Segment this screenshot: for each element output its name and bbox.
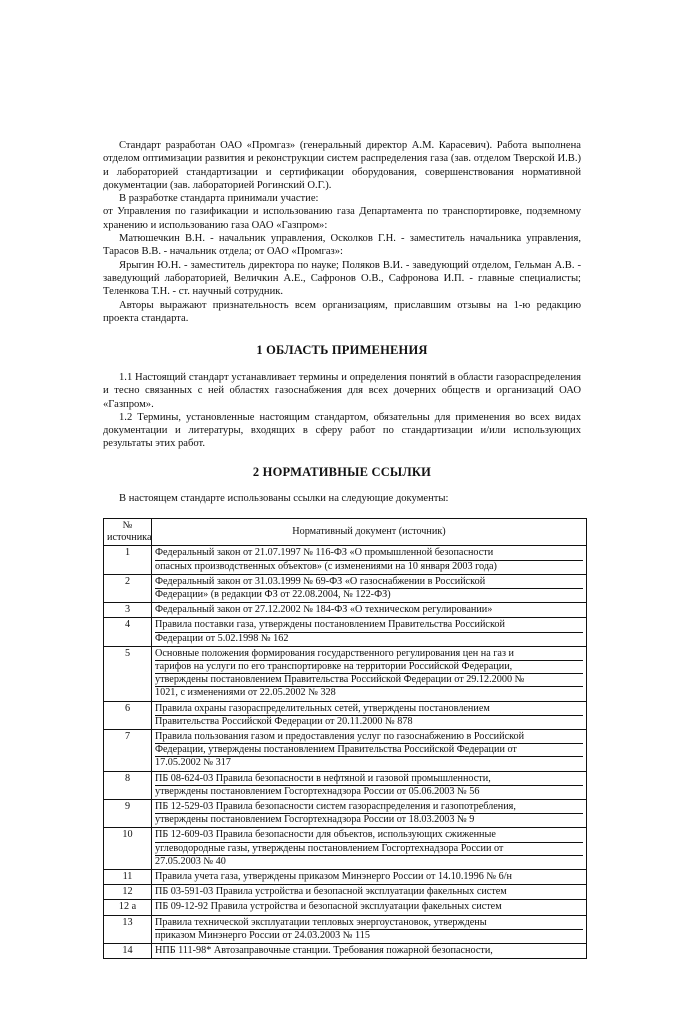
document-line: опасных производственных объектов» (с изменениями на 10 января 2003 года) <box>155 560 497 572</box>
table-row <box>104 603 587 618</box>
source-number-header-line: источника <box>107 532 152 544</box>
document-line: утверждены постановлением Правительства Российской Федерации от 29.12.2000 № <box>155 674 583 687</box>
references-table-body <box>104 546 587 959</box>
document-line: Правила пользования газом и предоставления услуг по газоснабжению в Российской <box>155 731 583 744</box>
section-1-title: 1 ОБЛАСТЬ ПРИМЕНЕНИЯ <box>256 343 428 357</box>
source-number-cell: 8 <box>104 771 152 799</box>
preamble-paragraph: Стандарт разработан ОАО «Промгаз» (генеральный директор А.М. Карасевич). Работа выполнена отделом оптимизации развития и реконструкции систем распределения газа (зав. отделом Тверской И.В.) и лабораторией стандартизации и сертификации оборудования, совершенствования нормативной документации (зав. лабораторией Рогинский О.Г.). <box>103 140 581 191</box>
document-line: утверждены постановлением Госгортехнадзора России от 05.06.2003 № 56 <box>155 785 480 797</box>
section-2-title: 2 НОРМАТИВНЫЕ ССЫЛКИ <box>252 465 432 479</box>
source-number-cell: 6 <box>104 701 152 729</box>
source-number-cell: 3 <box>104 603 152 618</box>
document-line: ПБ 12-529-03 Правила безопасности систем газораспределения и газопотребления, <box>155 801 583 814</box>
table-row <box>104 574 587 602</box>
source-number-cell: 1 <box>104 546 152 574</box>
document-line: ПБ 09-12-92 Правила устройства и безопасной эксплуатации факельных систем <box>155 901 502 913</box>
preamble-paragraph: Матюшечкин В.Н. - начальник управления, Осколков Г.Н. - заместитель начальника управления, Тарасов В.В. - начальник отдела; от ОАО «Промгаз»: <box>103 233 581 258</box>
source-number-cell: 10 <box>104 828 152 870</box>
source-number-cell: 9 <box>104 800 152 828</box>
source-number-cell: 4 <box>104 618 152 646</box>
section-1-body <box>103 371 581 451</box>
document-cell <box>152 900 587 915</box>
table-row <box>104 618 587 646</box>
document-cell <box>152 546 587 574</box>
source-number-cell: 2 <box>104 574 152 602</box>
document-line: Правила технической эксплуатации тепловых энергоустановок, утверждены <box>155 917 583 930</box>
preamble-paragraph: В разработке стандарта принимали участие: <box>119 193 319 205</box>
document-cell <box>152 771 587 799</box>
document-line: Федерации от 5.02.1998 № 162 <box>155 632 289 644</box>
document-line: Федеральный закон от 31.03.1999 № 69-ФЗ «О газоснабжении в Российской <box>155 576 583 589</box>
section-2-intro-text: В настоящем стандарте использованы ссылки на следующие документы: <box>119 493 449 504</box>
document-line: Федеральный закон от 27.12.2002 № 184-ФЗ «О техническом регулировании» <box>155 604 493 616</box>
document-cell <box>152 800 587 828</box>
document-line: Федерации, утверждены постановлением Правительства Российской Федерации от <box>155 744 583 757</box>
document-header: Нормативный документ (источник) <box>152 519 587 546</box>
source-number-cell: 7 <box>104 730 152 772</box>
document-line: Правительства Российской Федерации от 20.11.2000 № 878 <box>155 715 413 727</box>
document-line: ПБ 12-609-03 Правила безопасности для объектов, использующих сжиженные <box>155 829 583 842</box>
document-cell <box>152 730 587 772</box>
preamble-paragraph: Ярыгин Ю.Н. - заместитель директора по науке; Поляков В.И. - заведующий отделом, Гельман А.В. - заведующий лабораторией, Величкин А.Е., Сафронов О.В., Сафронова И.П. - главные специалисты; Теленкова Т.Н. - ст. научный сотрудник. <box>103 259 581 298</box>
preamble <box>103 139 581 325</box>
section-1-paragraph: 1.2 Термины, установленные настоящим стандартом, обязательны для применения во всех видах документации и литературы, входящих в сферу работ по стандартизации и/или использующих результаты этих работ. <box>103 411 581 450</box>
document-line: Федеральный закон от 21.07.1997 № 116-ФЗ «О промышленной безопасности <box>155 547 583 560</box>
document-line: приказом Минэнерго России от 24.03.2003 № 115 <box>155 929 370 941</box>
source-number-cell: 12 <box>104 885 152 900</box>
document-cell <box>152 915 587 943</box>
document-cell <box>152 944 587 959</box>
document-line: НПБ 111-98* Автозаправочные станции. Требования пожарной безопасности, <box>155 945 493 957</box>
table-row <box>104 771 587 799</box>
preamble-paragraph: от Управления по газификации и использованию газа Департамента по транспортировке, подземному хранению и использованию газа ОАО «Газпром»: <box>103 206 581 231</box>
table-row <box>104 546 587 574</box>
document-line: 17.05.2002 № 317 <box>155 757 231 769</box>
document-cell <box>152 618 587 646</box>
table-row <box>104 800 587 828</box>
document-line: 27.05.2003 № 40 <box>155 855 226 867</box>
document-line: Федерации» (в редакции ФЗ от 22.08.2004, № 122-ФЗ) <box>155 589 391 601</box>
section-2-intro <box>103 492 581 505</box>
document-cell <box>152 828 587 870</box>
table-row <box>104 828 587 870</box>
preamble-paragraph: Авторы выражают признательность всем организациям, приславшим отзывы на 1-ю редакцию проекта стандарта. <box>103 299 581 324</box>
table-row <box>104 870 587 885</box>
document-line: ПБ 03-591-03 Правила устройства и безопасной эксплуатации факельных систем <box>155 886 507 898</box>
document-line: Основные положения формирования государственного регулирования цен на газ и <box>155 648 583 661</box>
source-number-cell: 12 а <box>104 900 152 915</box>
document-cell <box>152 574 587 602</box>
document-line: Правила учета газа, утверждены приказом Минэнерго России от 14.10.1996 № 6/н <box>155 871 512 883</box>
table-row <box>104 885 587 900</box>
document-line: углеводородные газы, утверждены постановлением Госгортехнадзора России от <box>155 843 583 856</box>
document-line: Правила поставки газа, утверждены постановлением Правительства Российской <box>155 619 583 632</box>
table-row <box>104 730 587 772</box>
table-row <box>104 915 587 943</box>
document-cell <box>152 701 587 729</box>
references-table <box>103 518 587 959</box>
source-number-cell: 13 <box>104 915 152 943</box>
document-line: утверждены постановлением Госгортехнадзора России от 18.03.2003 № 9 <box>155 814 475 826</box>
document-cell <box>152 885 587 900</box>
document-cell <box>152 603 587 618</box>
table-row <box>104 944 587 959</box>
source-number-cell: 14 <box>104 944 152 959</box>
document-line: ПБ 08-624-03 Правила безопасности в нефтяной и газовой промышленности, <box>155 773 583 786</box>
document-line: Правила охраны газораспределительных сетей, утверждены постановлением <box>155 703 583 716</box>
table-header-row <box>104 519 587 546</box>
section-1-paragraph: 1.1 Настоящий стандарт устанавливает термины и определения понятий в области газораспределения и тесно связанных с ней областях газоснабжения для всех дочерних обществ и организаций ОАО «Газпром». <box>103 372 581 410</box>
document-line: 1021, с изменениями от 22.05.2002 № 328 <box>155 687 336 699</box>
table-row <box>104 701 587 729</box>
table-row <box>104 900 587 915</box>
document-cell <box>152 870 587 885</box>
document-line: тарифов на услуги по его транспортировке на территории Российской Федерации, <box>155 661 583 674</box>
source-number-cell: 5 <box>104 646 152 701</box>
source-number-cell: 11 <box>104 870 152 885</box>
source-number-header <box>104 519 152 546</box>
table-row <box>104 646 587 701</box>
source-number-header-line: № <box>122 520 133 531</box>
document-cell <box>152 646 587 701</box>
